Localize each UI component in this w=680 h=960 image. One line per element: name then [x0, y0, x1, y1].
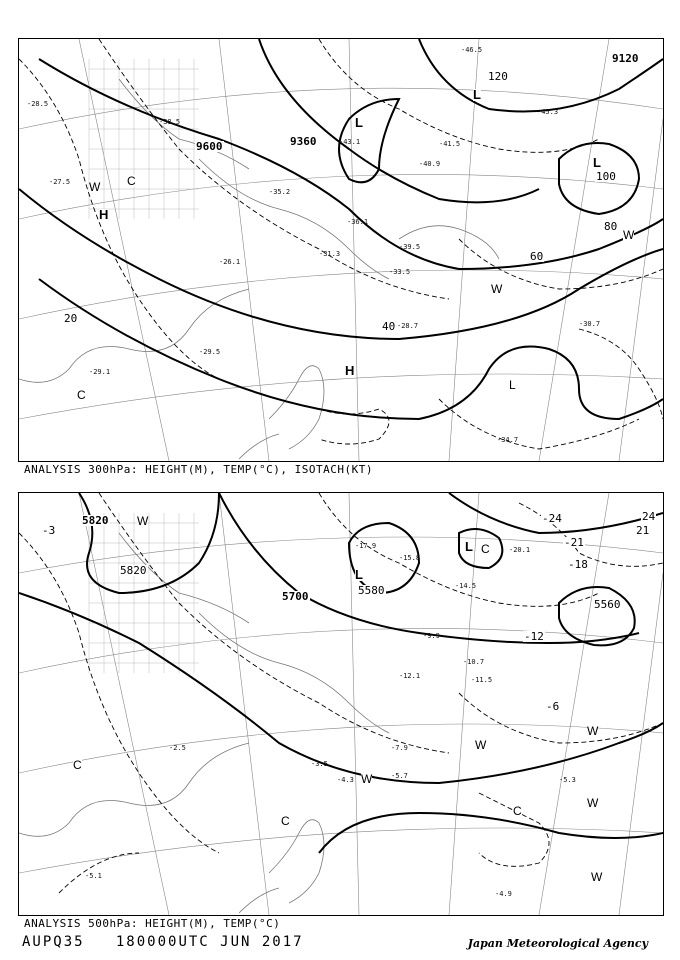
coastlines: [19, 533, 389, 913]
low-pressure-center: L: [355, 115, 363, 130]
isotach-label: 60: [530, 250, 544, 263]
temp-obs: -4.9: [495, 890, 512, 898]
temp-obs: -7.9: [391, 744, 408, 752]
warm-center: W: [587, 796, 599, 810]
isotherm-label: 24: [642, 510, 656, 523]
isotach-label: 20: [64, 312, 78, 325]
low-pressure-center: L: [593, 155, 601, 170]
temp-obs: -17.9: [355, 542, 377, 550]
isotach-label: 80: [604, 220, 618, 233]
caption-500hpa: ANALYSIS 500hPa: HEIGHT(M), TEMP(°C): [24, 917, 281, 930]
temp-obs: -36.1: [347, 218, 369, 226]
high-pressure-center: H: [99, 207, 109, 222]
obs-hatch: [89, 59, 199, 222]
temp-obs: -10.7: [463, 658, 485, 666]
temp-obs: -20.1: [509, 546, 531, 554]
warm-center: W: [591, 870, 603, 884]
warm-center: W: [587, 724, 599, 738]
isotherm-label: -18: [568, 558, 588, 571]
map-300hpa: [18, 38, 664, 462]
isotherm-label: -12: [524, 630, 544, 643]
isotherm-label: 21: [636, 524, 650, 537]
isotherm-label: -3: [42, 524, 56, 537]
map-300hpa-graphics: [19, 39, 663, 461]
map-500hpa: [18, 492, 664, 916]
isotherm-label: -6: [546, 700, 560, 713]
isotach-label: 100: [596, 170, 616, 183]
height-label: 9360: [290, 135, 317, 148]
low-pressure-center: L: [509, 378, 516, 392]
temp-obs: -3.5: [311, 760, 328, 768]
temp-obs: -9.9: [423, 632, 440, 640]
isotherm-label: -24: [542, 512, 562, 525]
temp-obs: -2.5: [169, 744, 186, 752]
low-pressure-center: L: [473, 87, 481, 102]
temp-obs: -29.5: [199, 348, 221, 356]
high-pressure-center: H: [345, 363, 355, 378]
cold-center: C: [73, 758, 82, 772]
isotherm-label: -21: [564, 536, 584, 549]
temp-obs: -11.5: [471, 676, 493, 684]
temp-obs: -39.5: [399, 243, 421, 251]
temp-obs: -5.3: [559, 776, 576, 784]
map-500hpa-graphics: [19, 493, 663, 915]
cold-center: C: [513, 804, 522, 818]
temp-obs: -4.3: [337, 776, 354, 784]
cold-center: C: [281, 814, 290, 828]
isotach-label: 120: [488, 70, 508, 83]
temp-obs: -33.5: [389, 268, 411, 276]
height-label: 5560: [594, 598, 621, 611]
caption-300hpa: ANALYSIS 300hPa: HEIGHT(M), TEMP(°C), ISOTACH(KT): [24, 463, 374, 476]
low-pressure-center: L: [465, 539, 473, 554]
temp-obs: -38.5: [159, 118, 181, 126]
chart-identifier: [22, 934, 304, 950]
temp-obs: -45.3: [537, 108, 559, 116]
warm-center: W: [623, 228, 635, 242]
cold-center: C: [481, 542, 490, 556]
coastlines: [19, 79, 499, 459]
temp-obs: -26.1: [219, 258, 241, 266]
warm-center: W: [137, 514, 149, 528]
graticule: [19, 39, 663, 461]
temp-obs: -46.5: [461, 46, 483, 54]
temp-obs: -43.1: [339, 138, 361, 146]
low-pressure-center: L: [355, 567, 363, 582]
temp-obs: -41.5: [439, 140, 461, 148]
warm-center: W: [491, 282, 503, 296]
temp-obs: -29.1: [89, 368, 111, 376]
temp-obs: -40.9: [419, 160, 441, 168]
temp-obs: -15.8: [399, 554, 421, 562]
height-contours: [19, 39, 663, 419]
temp-obs: -14.5: [455, 582, 477, 590]
warm-center: W: [475, 738, 487, 752]
temp-obs: -28.7: [397, 322, 419, 330]
temp-obs: -35.2: [269, 188, 291, 196]
agency-name: Japan Meteorological Agency: [467, 937, 648, 950]
height-label: 5820: [120, 564, 147, 577]
chart-code: AUPQ35: [22, 934, 85, 950]
height-label: 5700: [282, 590, 309, 603]
temp-obs: -5.7: [391, 772, 408, 780]
isotach-label: 40: [382, 320, 396, 333]
temp-obs: -28.5: [27, 100, 49, 108]
height-label: 9600: [196, 140, 223, 153]
temp-obs: -27.5: [49, 178, 71, 186]
height-label: 5580: [358, 584, 385, 597]
issue-time: 180000UTC JUN 2017: [115, 934, 304, 950]
obs-hatch: [89, 513, 199, 673]
temp-obs: -12.1: [399, 672, 421, 680]
temp-obs: -31.3: [319, 250, 341, 258]
warm-center: W: [361, 772, 373, 786]
cold-center: C: [127, 174, 136, 188]
cold-center: C: [77, 388, 86, 402]
warm-center: W: [89, 180, 101, 194]
graticule: [19, 493, 663, 915]
temp-obs: -34.7: [497, 436, 519, 444]
temp-obs: -5.1: [85, 872, 102, 880]
height-label: 5820: [82, 514, 109, 527]
height-label: 9120: [612, 52, 639, 65]
temp-obs: -30.7: [579, 320, 601, 328]
